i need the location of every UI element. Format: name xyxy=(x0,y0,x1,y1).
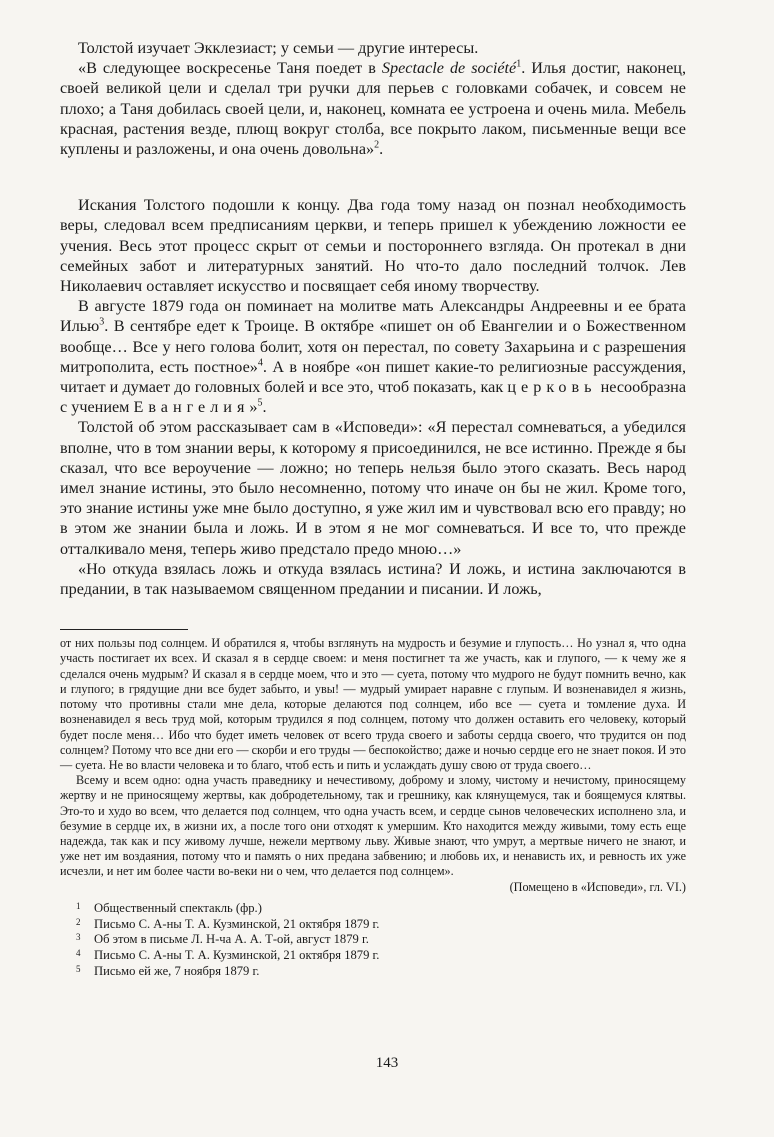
note-4: 4 Письмо С. А-ны Т. А. Кузминской, 21 октября 1879 г. xyxy=(76,948,380,963)
spaced-word-gospel: Евангелия xyxy=(133,398,250,417)
paragraph-6: «Но откуда взялась ложь и откуда взялась истина? И ложь, и истина заключаются в предании, в так называемом священном предании и писании. И ложь, xyxy=(60,559,686,599)
paragraph-2: «В следующее воскресенье Таня поедет в Spectacle de société$^1$. Илья достиг, наконец, своей великой цели и сделал три ручки для перьев с головками собачек, и совсем не плохо; а Таня добилась своей цели, и, наконец, комната ее устроена и очень мила. Мебель красная, растения везде, плющ вокруг столба, все покрыто лаком, письменные вещи все куплены и разложены, и она очень довольна»$^2$. xyxy=(60,58,686,159)
footnote-ref-4[interactable]: 4 xyxy=(257,357,263,369)
note-5: 5 Письмо ей же, 7 ноября 1879 г. xyxy=(76,963,260,978)
note-2: 2 Письмо С. А-ны Т. А. Кузминской, 21 октября 1879 г. xyxy=(76,916,380,931)
footnote-ref-2[interactable]: 2 xyxy=(374,139,380,151)
paragraph-3: Искания Толстого подошли к концу. Два года тому назад он познал необходимость веры, следовал всем предписаниям церкви, и теперь пришел к убеждению ложности ее учения. Весь этот процесс скрыт от семьи и постороннего взгляда. Он протекал в дни семейных забот и литературных занятий. Но что-то дало последний толчок. Лев Николаевич оставляет искусство и посвящает себя иному творчеству. xyxy=(60,196,686,296)
footnote-ref-5[interactable]: 5 xyxy=(257,397,263,409)
footnote-source: (Помещено в «Исповеди», гл. VI.) xyxy=(509,879,686,894)
note-3: 3 Об этом в письме Л. Н-ча А. А. Т-ой, август 1879 г. xyxy=(76,932,369,947)
footnote-ref-3[interactable]: 3 xyxy=(99,317,105,329)
note-1: 1 Общественный спектакль (фр.) xyxy=(76,900,262,915)
endnotes-list xyxy=(60,901,686,980)
paragraph-4: В августе 1879 года он поминает на молитве мать Александры Андреевны и ее брата Илью$^3$. В сентябре едет к Троице. В октябре «пишет он об Евангелии и о Божественном вообще… Все у него голова болит, хотя он перестал, по совету Захарьина и с разрешения митрополита, есть постное»$^4$. А в ноябре «он пишет какие-то религиозные рассуждения, читает и думает до головных болей и все это, чтоб показать, как церковь несообразна с учением Евангелия»$^5$. xyxy=(60,297,686,417)
footnote-ref-1[interactable]: 1 xyxy=(516,58,522,70)
page-number: 143 xyxy=(375,1055,399,1071)
footnote-continuation: от них пользы под солнцем. И обратился я, чтобы взглянуть на мудрость и безумие и глупость… Но узнал я, что одна участь постигает их всех. И сказал я в сердце своем: и меня постигнет та же участь, как и глупого, — к чему же я сделался очень мудрым? И сказал я в сердце моем, что и это — суета, потому что мудрого не будут помнить вечно, как и глупого; в грядущие дни все будет забыто, и увы! — мудрый умирает наравне с глупым. И возненавидел я жизнь, потому что противны стали мне дела, которые делаются под солнцем, ибо все — суета и томление духа. И возненавидел я весь труд мой, которым трудился я под солнцем, потому что должен оставить его человеку, который будет после меня… Ибо что будет иметь человек от всего труда своего и заботы сердца своего, что трудится он под солнцем? Потому что все дни его — скорби и его труды — беспокойство; даже и ночью сердце его не знает покоя. И это — суета. Не во власти человека и то благо, чтоб есть и пить и услаждать душу свою от труда своего… xyxy=(60,636,686,772)
paragraph-1: Толстой изучает Экклезиаст; у семьи — другие интересы. xyxy=(78,39,479,57)
italic-phrase: Spectacle de société xyxy=(381,59,517,78)
page-body xyxy=(60,38,686,980)
footnote-paragraph: Всему и всем одно: одна участь праведнику и нечестивому, доброму и злому, чистому и нечистому, приносящему жертву и не приносящему жертвы, как добродетельному, так и грешнику, как клянущемуся, так и боящемуся клятвы. Это-то и худо во всем, что делается под солнцем, что одна участь всем, и сердце сынов человеческих исполнено зла, и безумие в сердце их, в жизни их, а после того они отходят к умершим. Кто находится между живыми, тому есть еще надежда, так как и псу живому лучше, нежели мертвому льву. Живые знают, что умрут, а мертвые ничего не знают, и уже нет им воздаяния, потому что и память о них предана забвению; и любовь их, и ненависть их, и ревность их уже исчезли, и нет им более части во-веки ни о чем, что делается под солнцем». xyxy=(60,773,686,879)
footnote-divider xyxy=(60,629,188,630)
paragraph-5: Толстой об этом рассказывает сам в «Исповеди»: «Я перестал сомневаться, а убедился вполне, что в том знании веры, к которому я присоединился, не все истинно. Прежде я бы сказал, что все вероучение — ложно; но теперь нельзя было этого сказать. Весь народ имел знание истины, это было несомненно, потому что иначе он бы не жил. Кроме того, это знание истины уже мне было доступно, я уже жил им и чувствовал всю его правду; но в этом же знании была и ложь. И в этом я не мог сомневаться. И все то, что прежде отталкивало меня, теперь живо предстало предо мною…» xyxy=(60,418,686,558)
spaced-word-church: церковь xyxy=(507,378,597,397)
